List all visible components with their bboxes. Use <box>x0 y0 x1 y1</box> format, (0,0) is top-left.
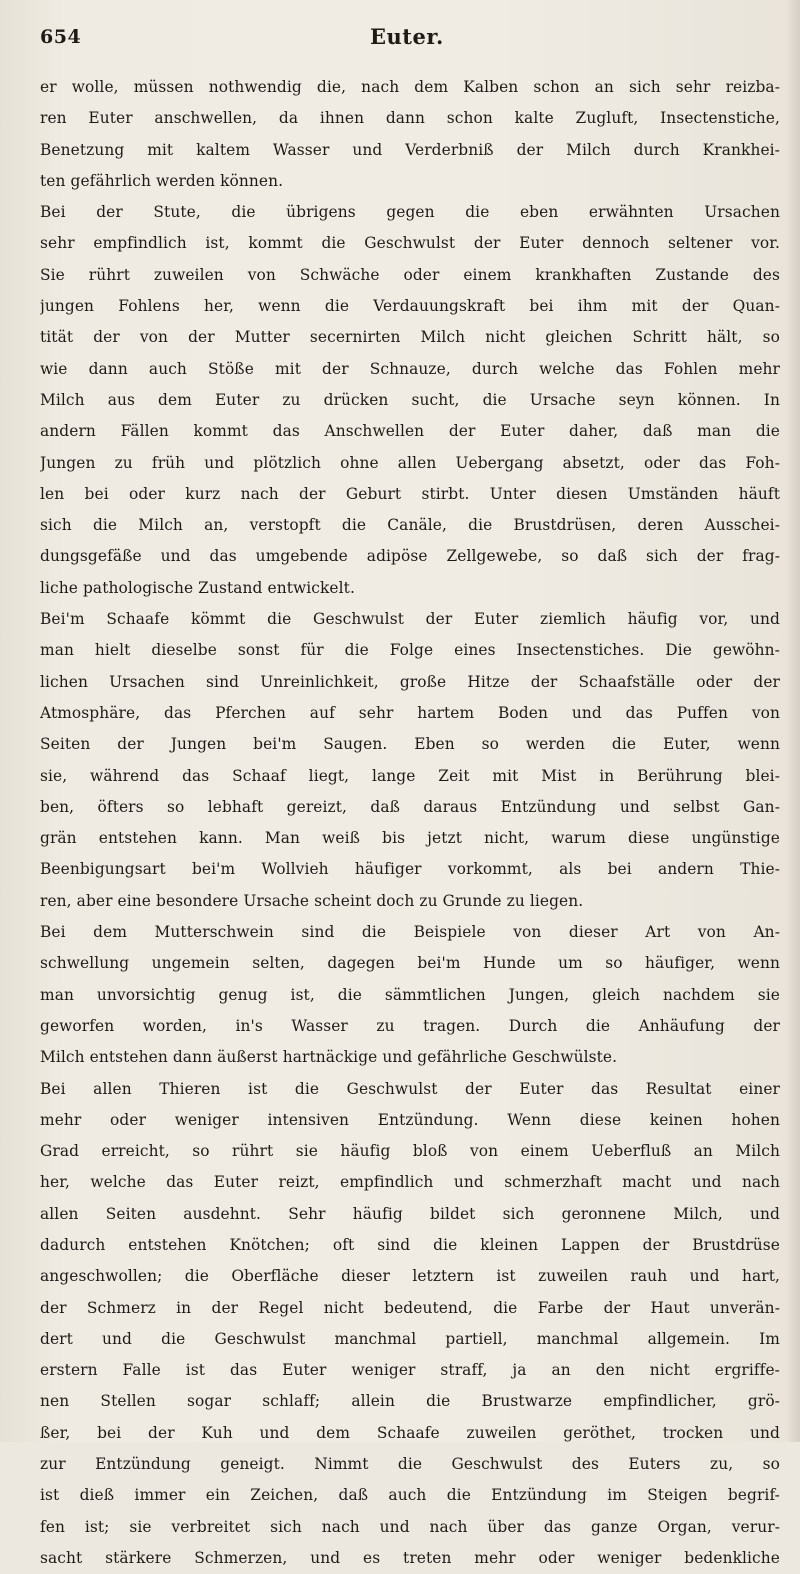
text-line: grän entstehen kann. Man weiß bis jetzt nicht, warum diese ungünstige <box>40 829 780 848</box>
text-line: angeschwollen; die Oberfläche dieser letztern ist zuweilen rauh und hart, <box>40 1267 780 1286</box>
page-number: 654 <box>40 26 82 48</box>
text-line: Beenbigungsart bei'm Wollvieh häufiger vorkommt, als bei andern Thie- <box>40 860 780 879</box>
page-header <box>40 18 772 58</box>
text-line: ren Euter anschwellen, da ihnen dann schon kalte Zugluft, Insectenstiche, <box>40 109 780 128</box>
text-line: sehr empfindlich ist, kommt die Geschwulst der Euter dennoch seltener vor. <box>40 234 780 253</box>
text-line: ßer, bei der Kuh und dem Schaafe zuweilen geröthet, trocken und <box>40 1423 780 1442</box>
text-line: wie dann auch Stöße mit der Schnauze, durch welche das Fohlen mehr <box>40 359 780 378</box>
text-line: erstern Falle ist das Euter weniger straff, ja an den nicht ergriffe- <box>40 1361 780 1380</box>
text-line: Milch entstehen dann äußerst hartnäckige und gefährliche Geschwülste. <box>40 1048 618 1067</box>
text-line: schwellung ungemein selten, dagegen bei'm Hunde um so häufiger, wenn <box>40 954 780 973</box>
text-line: len bei oder kurz nach der Geburt stirbt. Unter diesen Umständen häuft <box>40 484 780 503</box>
text-line: lichen Ursachen sind Unreinlichkeit, große Hitze der Schaafställe oder der <box>40 672 780 691</box>
text-line: jungen Fohlens her, wenn die Verdauungskraft bei ihm mit der Quan- <box>40 297 780 316</box>
text-line: Grad erreicht, so rührt sie häufig bloß von einem Ueberfluß an Milch <box>40 1142 780 1161</box>
text-line: her, welche das Euter reizt, empfindlich und schmerzhaft macht und nach <box>40 1173 780 1192</box>
text-line: er wolle, müssen nothwendig die, nach dem Kalben schon an sich sehr reizba- <box>40 78 780 96</box>
text-line: Bei'm Schaafe kömmt die Geschwulst der Euter ziemlich häufig vor, und <box>40 610 780 629</box>
text-line: allen Seiten ausdehnt. Sehr häufig bildet sich geronnene Milch, und <box>40 1204 780 1223</box>
text-line: Bei allen Thieren ist die Geschwulst der Euter das Resultat einer <box>40 1079 780 1098</box>
text-line: Bei dem Mutterschwein sind die Beispiele von dieser Art von An- <box>40 923 780 942</box>
text-line: der Schmerz in der Regel nicht bedeutend, die Farbe der Haut unverän- <box>40 1298 780 1317</box>
text-line: man unvorsichtig genug ist, die sämmtlichen Jungen, gleich nachdem sie <box>40 985 780 1004</box>
text-line: fen ist; sie verbreitet sich nach und nach über das ganze Organ, verur- <box>40 1517 780 1536</box>
text-line: dadurch entstehen Knötchen; oft sind die kleinen Lappen der Brustdrüse <box>40 1235 780 1254</box>
text-line: Benetzung mit kaltem Wasser und Verderbniß der Milch durch Krankhei- <box>40 140 780 159</box>
running-head: Euter. <box>370 24 444 49</box>
text-line: ist dieß immer ein Zeichen, daß auch die Entzündung im Steigen begrif- <box>40 1486 780 1505</box>
text-line: andern Fällen kommt das Anschwellen der Euter daher, daß man die <box>40 422 780 441</box>
text-line: ren, aber eine besondere Ursache scheint doch zu Grunde zu liegen. <box>40 891 584 910</box>
text-line: nen Stellen sogar schlaff; allein die Brustwarze empfindlicher, grö- <box>40 1392 780 1411</box>
text-line: mehr oder weniger intensiven Entzündung. Wenn diese keinen hohen <box>40 1110 780 1129</box>
body-text <box>40 72 780 1574</box>
text-line: ben, öfters so lebhaft gereizt, daß daraus Entzündung und selbst Gan- <box>40 797 780 816</box>
text-line: sie, während das Schaaf liegt, lange Zeit mit Mist in Berührung blei- <box>40 766 780 785</box>
page-edge-shadow <box>786 0 800 1442</box>
text-line: Milch aus dem Euter zu drücken sucht, die Ursache seyn können. In <box>40 390 780 409</box>
text-line: zur Entzündung geneigt. Nimmt die Geschwulst des Euters zu, so <box>40 1455 780 1474</box>
text-line: dungsgefäße und das umgebende adipöse Zellgewebe, so daß sich der frag- <box>40 547 780 566</box>
text-line: man hielt dieselbe sonst für die Folge eines Insectenstiches. Die gewöhn- <box>40 641 780 660</box>
text-line: sacht stärkere Schmerzen, und es treten mehr oder weniger bedenkliche <box>40 1548 780 1567</box>
text-line: sich die Milch an, verstopft die Canäle, die Brustdrüsen, deren Ausschei- <box>40 516 780 535</box>
text-line: Sie rührt zuweilen von Schwäche oder einem krankhaften Zustande des <box>40 265 780 284</box>
text-line: dert und die Geschwulst manchmal partiell, manchmal allgemein. Im <box>40 1329 780 1348</box>
text-line: Seiten der Jungen bei'm Saugen. Eben so werden die Euter, wenn <box>40 735 780 754</box>
text-line: Jungen zu früh und plötzlich ohne allen Uebergang absetzt, oder das Foh- <box>40 453 780 472</box>
text-line: geworfen worden, in's Wasser zu tragen. Durch die Anhäufung der <box>40 1016 780 1035</box>
text-line: Atmosphäre, das Pferchen auf sehr hartem Boden und das Puffen von <box>40 703 780 722</box>
text-line: Bei der Stute, die übrigens gegen die eben erwähnten Ursachen <box>40 203 780 222</box>
text-line: tität der von der Mutter secernirten Milch nicht gleichen Schritt hält, so <box>40 328 780 347</box>
text-line: ten gefährlich werden können. <box>40 171 284 190</box>
text-line: liche pathologische Zustand entwickelt. <box>40 578 355 597</box>
